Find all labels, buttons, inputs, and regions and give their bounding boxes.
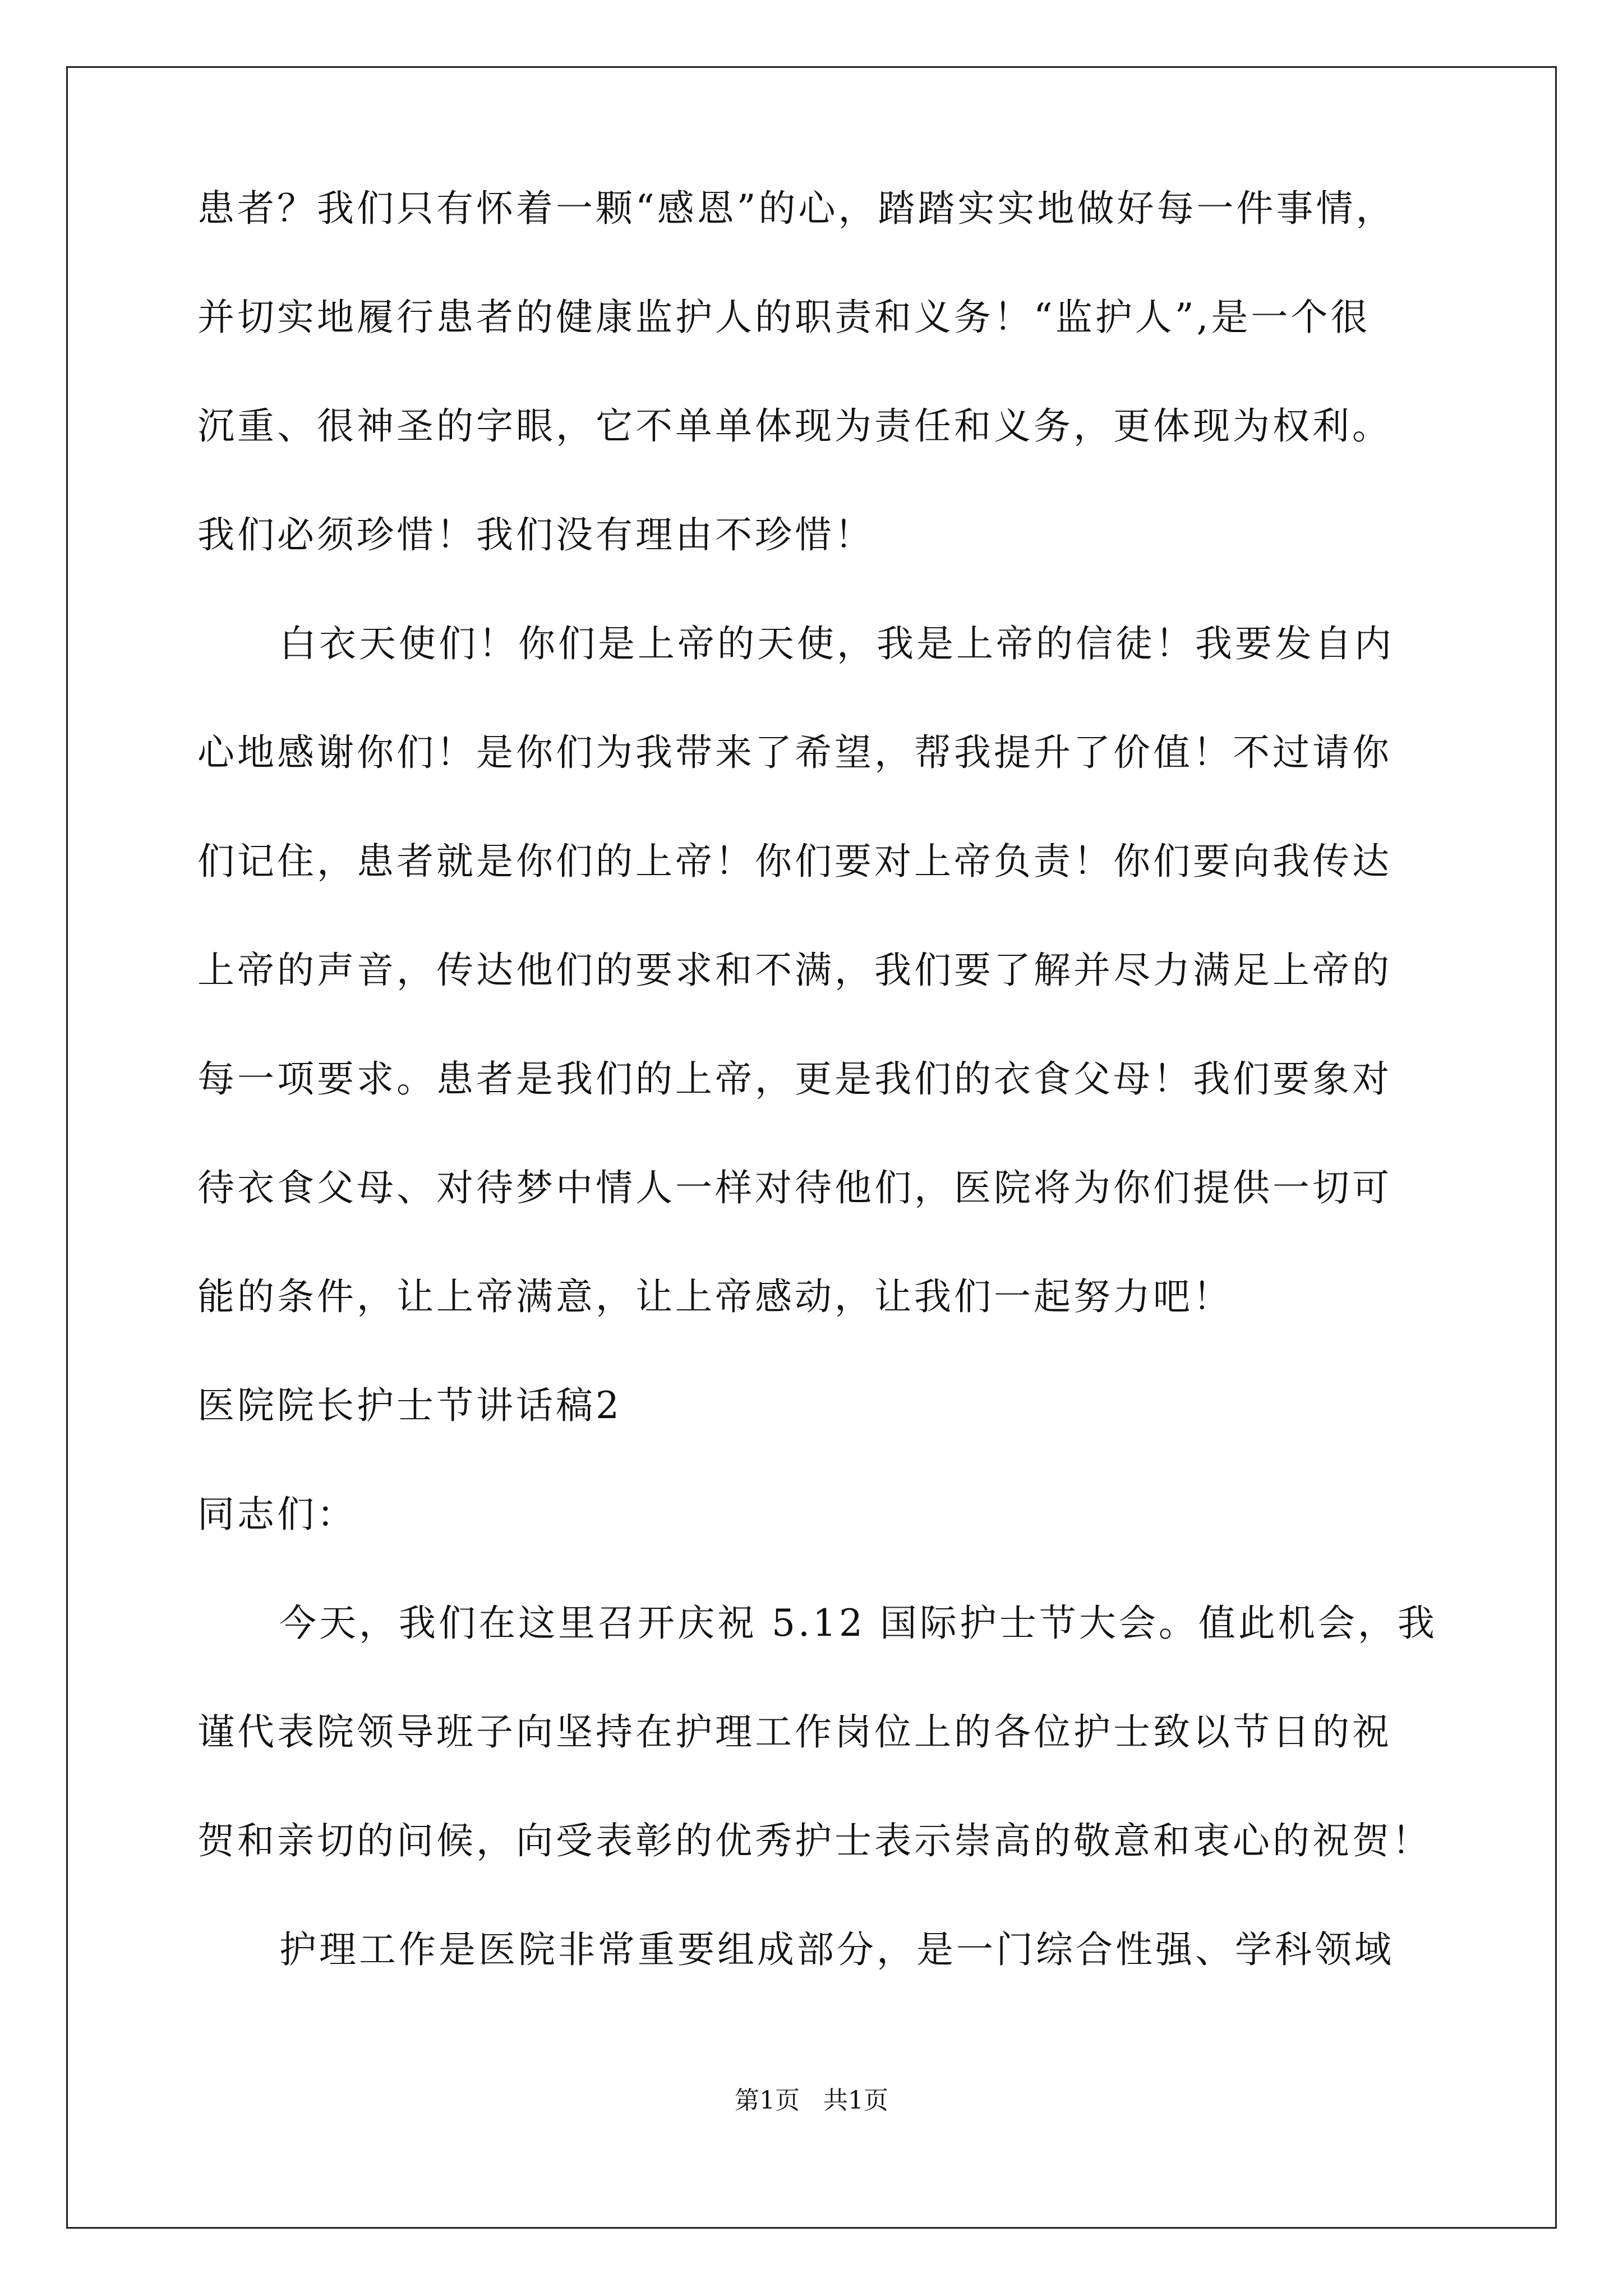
paragraph-line: 并切实地履行患者的健康监护人的职责和义务！“监护人”,是一个很 <box>197 296 1371 339</box>
paragraph-line: 沉重、很神圣的字眼，它不单单体现为责任和义务，更体现为权利。 <box>197 404 1392 448</box>
paragraph-line: 待衣食父母、对待梦中情人一样对待他们，医院将为你们提供一切可 <box>197 1166 1392 1209</box>
paragraph-line: 每一项要求。患者是我们的上帝，更是我们的衣食父母！我们要象对 <box>197 1057 1392 1101</box>
paragraph-line: 今天，我们在这里召开庆祝 5.12 国际护士节大会。值此机会，我 <box>279 1602 1437 1645</box>
paragraph-line: 谨代表院领导班子向坚持在护理工作岗位上的各位护士致以节日的祝 <box>197 1710 1392 1754</box>
paragraph-line: 能的条件，让上帝满意，让上帝感动，让我们一起努力吧！ <box>197 1275 1233 1318</box>
salutation: 同志们： <box>197 1493 357 1536</box>
paragraph-line: 我们必须珍惜！我们没有理由不珍惜！ <box>197 513 874 556</box>
page-footer <box>0 2080 1623 2116</box>
paragraph-line: 护理工作是医院非常重要组成部分，是一门综合性强、学科领域 <box>279 1928 1394 1971</box>
page-number: 第1页 <box>735 2086 800 2115</box>
paragraph-line: 心地感谢你们！是你们为我带来了希望，帮我提升了价值！不过请你 <box>197 731 1392 774</box>
paragraph-line: 白衣天使们！你们是上帝的天使，我是上帝的信徒！我要发自内 <box>279 622 1394 665</box>
page-total: 共1页 <box>823 2086 888 2115</box>
paragraph-line: 们记住，患者就是你们的上帝！你们要对上帝负责！你们要向我传达 <box>197 840 1392 883</box>
document-body <box>197 187 1437 2041</box>
paragraph-line: 患者？我们只有怀着一颗“感恩”的心，踏踏实实地做好每一件事情， <box>197 187 1396 230</box>
section-heading: 医院院长护士节讲话稿2 <box>197 1384 622 1427</box>
paragraph-line: 贺和亲切的问候，向受表彰的优秀护士表示崇高的敬意和衷心的祝贺！ <box>197 1819 1432 1862</box>
paragraph-line: 上帝的声音，传达他们的要求和不满，我们要了解并尽力满足上帝的 <box>197 949 1392 992</box>
